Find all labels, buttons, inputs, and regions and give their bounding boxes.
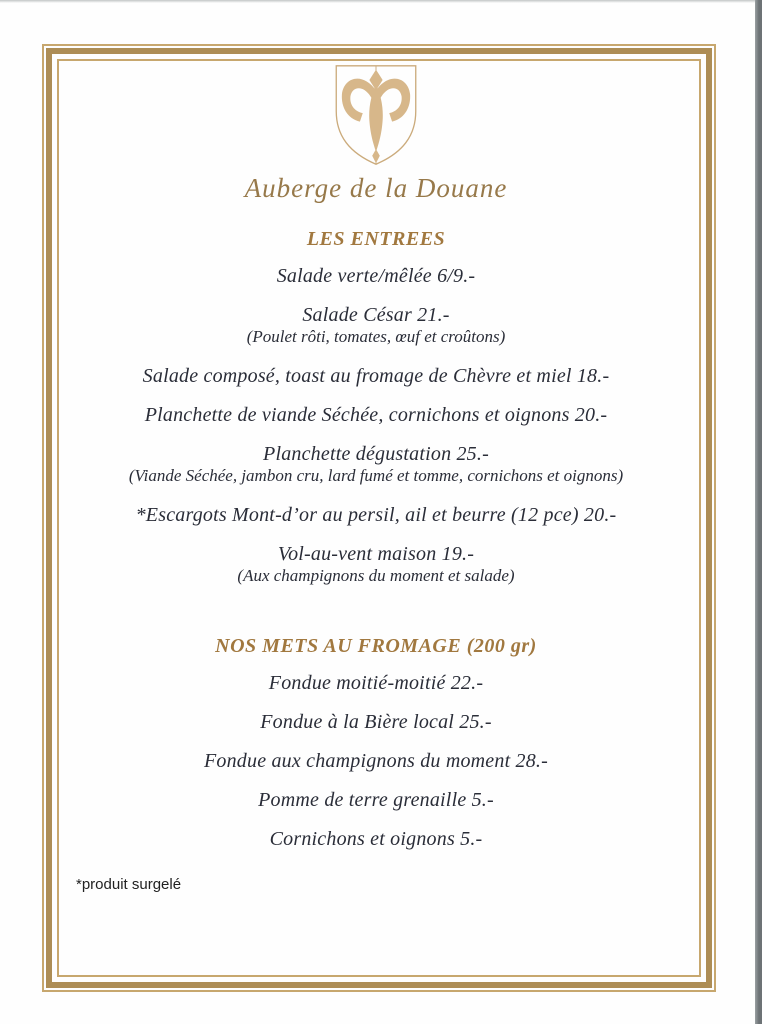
section-fromage	[56, 635, 696, 850]
menu-page	[56, 0, 696, 850]
menu-item-sub: (Aux champignons du moment et salade)	[237, 566, 515, 585]
menu-item-group	[56, 304, 696, 348]
scan-right-edge-artifact	[755, 0, 762, 1024]
section-header-fromage: NOS METS AU FROMAGE (200 gr)	[215, 635, 537, 657]
menu-item-group	[56, 443, 696, 487]
menu-item: Fondue à la Bière local 25.-	[260, 711, 492, 733]
page-title: Auberge de la Douane	[244, 173, 508, 203]
menu-item: Salade composé, toast au fromage de Chèvre et miel 18.-	[142, 365, 610, 387]
menu-item: Salade César 21.-	[302, 304, 450, 326]
menu-item: Fondue aux champignons du moment 28.-	[203, 750, 548, 772]
menu-item: Vol-au-vent maison 19.-	[277, 543, 475, 565]
menu-item-sub: (Viande Séchée, jambon cru, lard fumé et tomme, cornichons et oignons)	[128, 466, 624, 485]
menu-item: Planchette de viande Séchée, cornichons et oignons 20.-	[144, 404, 608, 426]
menu-item: Fondue moitié-moitié 22.-	[268, 672, 484, 694]
section-entrees	[56, 228, 696, 587]
menu-item-sub: (Poulet rôti, tomates, œuf et croûtons)	[246, 327, 506, 346]
menu-item: Cornichons et oignons 5.-	[269, 828, 483, 850]
footnote: *produit surgelé	[76, 876, 182, 893]
menu-item: Salade verte/mêlée 6/9.-	[276, 265, 476, 287]
section-header-entrees: LES ENTREES	[306, 228, 446, 250]
menu-item: *Escargots Mont-d’or au persil, ail et beurre (12 pce) 20.-	[135, 504, 617, 526]
menu-item-group	[56, 543, 696, 587]
menu-item: Pomme de terre grenaille 5.-	[258, 789, 494, 811]
menu-item: Planchette dégustation 25.-	[263, 443, 489, 465]
shield-crest-icon	[328, 62, 424, 168]
